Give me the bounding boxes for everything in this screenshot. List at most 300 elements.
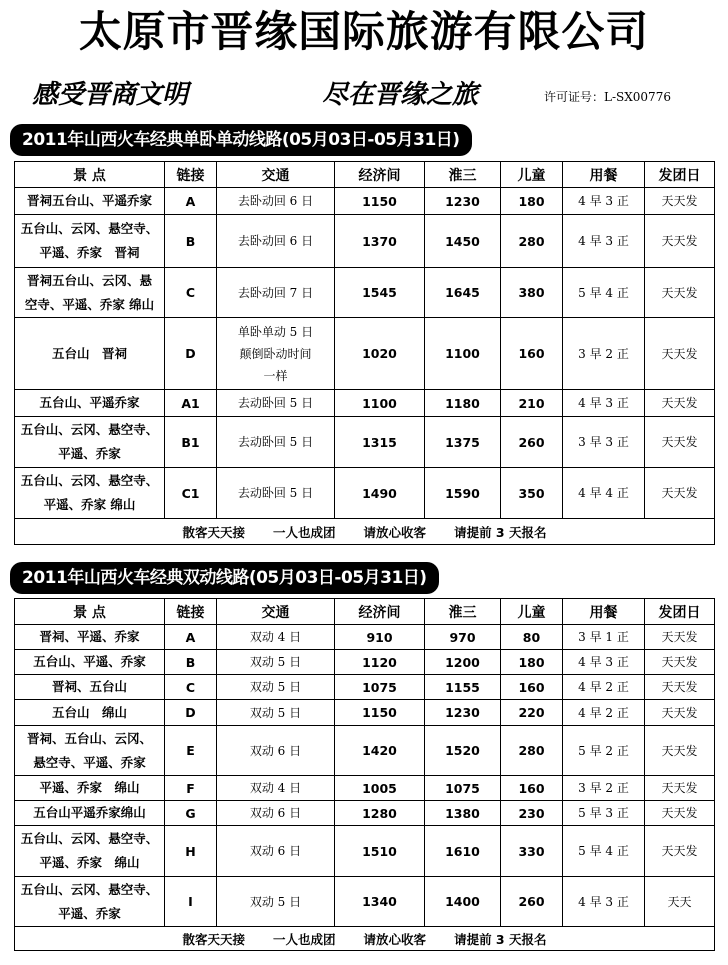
meals-cell-line: 4 早 3 正 — [578, 655, 629, 669]
departure-cell — [645, 215, 715, 268]
child-price-cell — [501, 877, 563, 927]
spots-cell-line: 五台山、云冈、悬空寺、 — [20, 221, 159, 236]
header-departure: 发团日 — [645, 599, 715, 625]
spots-cell — [15, 650, 165, 675]
table-row — [15, 726, 715, 776]
departure-cell-line: 天天发 — [661, 486, 698, 500]
meals-cell — [563, 801, 645, 826]
code-cell-line: I — [188, 894, 193, 909]
transport-cell-line: 去动卧回 5 日 — [237, 486, 314, 500]
code-cell — [165, 625, 217, 650]
transport-cell-line: 双动 6 日 — [249, 844, 302, 858]
transport-cell — [217, 417, 335, 468]
economy-price-cell-line: 1510 — [362, 843, 397, 859]
departure-cell-line: 天天发 — [661, 655, 698, 669]
meals-cell-line: 3 早 3 正 — [578, 435, 629, 449]
code-cell-line: G — [185, 805, 196, 821]
code-cell — [165, 188, 217, 215]
child-price-cell-line: 230 — [518, 805, 545, 821]
departure-cell-line: 天天发 — [661, 630, 698, 644]
standard-price-cell — [425, 468, 501, 519]
economy-price-cell — [335, 625, 425, 650]
transport-cell — [217, 650, 335, 675]
code-cell-line: C1 — [181, 485, 200, 501]
economy-price-cell-line: 1075 — [362, 679, 397, 695]
footer-note: 请提前 3 天报名 — [454, 931, 547, 947]
departure-cell — [645, 650, 715, 675]
child-price-cell — [501, 417, 563, 468]
spots-cell-line: 五台山 晋祠 — [51, 345, 127, 361]
footer-note: 请放心收客 — [363, 931, 427, 947]
section-title-single-sleeper: 2011年山西火车经典单卧单动线路(05月03日-05月31日) — [10, 124, 472, 156]
transport-cell-line: 去卧动回 6 日 — [237, 234, 314, 248]
transport-cell-line: 去动卧回 5 日 — [237, 396, 314, 410]
transport-cell — [217, 726, 335, 776]
economy-price-cell — [335, 726, 425, 776]
departure-cell-line: 天天发 — [661, 705, 698, 720]
spots-cell-line: 晋祠五台山、云冈、悬 — [26, 272, 152, 288]
transport-cell — [217, 468, 335, 519]
economy-price-cell-line: 1005 — [362, 780, 397, 796]
economy-price-cell — [335, 468, 425, 519]
child-price-cell-line: 80 — [522, 629, 541, 645]
economy-price-cell-line: 1490 — [362, 485, 397, 501]
spots-cell — [15, 390, 165, 417]
standard-price-cell-line: 1100 — [445, 346, 480, 361]
code-cell — [165, 826, 217, 877]
spots-cell-line: 五台山、平遥乔家 — [39, 395, 140, 410]
departure-cell-line: 天天发 — [661, 346, 698, 361]
meals-cell-line: 3 早 2 正 — [578, 346, 629, 361]
header-spots: 景 点 — [15, 599, 165, 625]
spots-cell — [15, 268, 165, 318]
departure-cell-line: 天天发 — [661, 806, 698, 820]
standard-price-cell-line: 1375 — [445, 434, 480, 450]
economy-price-cell-line: 1340 — [362, 894, 397, 909]
transport-cell — [217, 215, 335, 268]
spots-cell-line: 平遥、乔家 绵山 — [39, 780, 140, 795]
transport-cell-line: 颠倒卧动时间 — [239, 346, 312, 361]
departure-cell — [645, 700, 715, 726]
standard-price-cell-line: 1180 — [445, 395, 480, 411]
economy-price-cell-line: 1370 — [362, 233, 397, 249]
meals-cell — [563, 468, 645, 519]
spots-cell-line: 五台山、云冈、悬空寺、 — [20, 881, 159, 897]
meals-cell-line: 4 早 3 正 — [578, 234, 629, 248]
code-cell-line: A — [185, 193, 196, 209]
child-price-cell-line: 210 — [518, 395, 545, 411]
spots-cell — [15, 700, 165, 726]
transport-cell-line: 双动 5 日 — [249, 680, 302, 694]
transport-cell — [217, 700, 335, 726]
child-price-cell — [501, 625, 563, 650]
spots-cell-line: 平遥、乔家 — [58, 905, 121, 921]
departure-cell — [645, 801, 715, 826]
meals-cell — [563, 390, 645, 417]
departure-cell — [645, 417, 715, 468]
footer-note: 请放心收客 — [363, 524, 427, 540]
standard-price-cell — [425, 625, 501, 650]
departure-cell-line: 天天发 — [661, 234, 698, 248]
spots-cell — [15, 826, 165, 877]
child-price-cell-line: 180 — [518, 654, 545, 670]
table-row — [15, 268, 715, 318]
meals-cell — [563, 215, 645, 268]
standard-price-cell — [425, 215, 501, 268]
slogan-right: 尽在晋缘之旅 — [322, 80, 479, 110]
meals-cell — [563, 700, 645, 726]
code-cell — [165, 268, 217, 318]
economy-price-cell-line: 1420 — [362, 743, 397, 758]
transport-cell-line: 双动 6 日 — [249, 743, 302, 758]
header-spots: 景 点 — [15, 162, 165, 188]
header-meals: 用餐 — [563, 599, 645, 625]
standard-price-cell-line: 1520 — [445, 743, 480, 758]
meals-cell — [563, 417, 645, 468]
meals-cell — [563, 726, 645, 776]
standard-price-cell-line: 1230 — [445, 705, 480, 720]
departure-cell-line: 天天发 — [661, 743, 698, 758]
departure-cell-line: 天天发 — [661, 194, 698, 208]
footer-note: 散客天天接 — [182, 931, 246, 947]
departure-cell-line: 天天发 — [661, 396, 698, 410]
child-price-cell — [501, 675, 563, 700]
spots-cell-line: 五台山、云冈、悬空寺、 — [20, 473, 159, 488]
child-price-cell — [501, 801, 563, 826]
child-price-cell — [501, 268, 563, 318]
transport-cell-line: 双动 4 日 — [249, 781, 302, 795]
transport-cell — [217, 776, 335, 801]
code-cell — [165, 726, 217, 776]
license-number: 许可证号：L-SX00776 — [544, 90, 671, 104]
economy-price-cell-line: 1545 — [362, 285, 397, 300]
transport-cell — [217, 826, 335, 877]
table-row — [15, 801, 715, 826]
header-standard: 淮三 — [425, 599, 501, 625]
departure-cell-line: 天天发 — [661, 680, 698, 694]
header-departure: 发团日 — [645, 162, 715, 188]
meals-cell-line: 4 早 3 正 — [578, 194, 629, 208]
spots-cell-line: 平遥、乔家 — [58, 446, 121, 461]
economy-price-cell — [335, 268, 425, 318]
child-price-cell-line: 260 — [518, 894, 545, 909]
child-price-cell — [501, 188, 563, 215]
meals-cell-line: 4 早 3 正 — [578, 396, 629, 410]
child-price-cell-line: 160 — [518, 780, 545, 796]
child-price-cell-line: 280 — [518, 233, 545, 249]
table-row — [15, 700, 715, 726]
table-row — [15, 826, 715, 877]
spots-cell-line: 五台山、云冈、悬空寺、 — [20, 422, 159, 437]
standard-price-cell — [425, 826, 501, 877]
header-standard: 淮三 — [425, 162, 501, 188]
footer-note: 一人也成团 — [273, 931, 336, 947]
code-cell — [165, 417, 217, 468]
spots-cell — [15, 215, 165, 268]
economy-price-cell — [335, 215, 425, 268]
table-header-row — [15, 599, 715, 625]
economy-price-cell-line: 1150 — [362, 705, 397, 720]
child-price-cell-line: 330 — [518, 843, 545, 859]
departure-cell — [645, 390, 715, 417]
table-row — [15, 776, 715, 801]
meals-cell-line: 4 早 3 正 — [578, 894, 629, 909]
departure-cell — [645, 826, 715, 877]
code-cell — [165, 801, 217, 826]
footer-note: 一人也成团 — [273, 524, 336, 540]
table-row — [15, 625, 715, 650]
spots-cell-line: 平遥、乔家 晋祠 — [39, 245, 140, 260]
code-cell-line: F — [186, 780, 195, 796]
standard-price-cell-line: 1610 — [445, 843, 480, 859]
code-cell-line: D — [185, 346, 196, 361]
meals-cell — [563, 826, 645, 877]
economy-price-cell — [335, 675, 425, 700]
footer-notes — [15, 927, 715, 951]
transport-cell — [217, 268, 335, 318]
standard-price-cell-line: 1075 — [445, 780, 480, 796]
route-table-single-sleeper — [14, 161, 715, 545]
transport-cell-line: 双动 5 日 — [249, 705, 302, 720]
transport-cell-line: 去动卧回 5 日 — [237, 435, 314, 449]
child-price-cell — [501, 726, 563, 776]
header-code: 链接 — [165, 162, 217, 188]
meals-cell-line: 3 早 1 正 — [578, 630, 629, 644]
departure-cell — [645, 776, 715, 801]
child-price-cell-line: 160 — [518, 346, 545, 361]
header-meals: 用餐 — [563, 162, 645, 188]
departure-cell — [645, 188, 715, 215]
meals-cell-line: 4 早 4 正 — [578, 486, 629, 500]
departure-cell — [645, 318, 715, 390]
header-economy: 经济间 — [335, 162, 425, 188]
table-row — [15, 390, 715, 417]
departure-cell-line: 天天发 — [661, 285, 698, 300]
meals-cell — [563, 650, 645, 675]
departure-cell-line: 天天 — [667, 894, 692, 909]
child-price-cell-line: 160 — [518, 679, 545, 695]
spots-cell — [15, 801, 165, 826]
transport-cell — [217, 675, 335, 700]
standard-price-cell-line: 1450 — [445, 233, 480, 249]
header-code: 链接 — [165, 599, 217, 625]
meals-cell — [563, 776, 645, 801]
standard-price-cell — [425, 726, 501, 776]
table-row — [15, 650, 715, 675]
spots-cell — [15, 675, 165, 700]
economy-price-cell — [335, 700, 425, 726]
standard-price-cell — [425, 877, 501, 927]
child-price-cell — [501, 468, 563, 519]
standard-price-cell — [425, 268, 501, 318]
standard-price-cell-line: 1645 — [445, 285, 480, 300]
meals-cell — [563, 877, 645, 927]
standard-price-cell-line: 1200 — [445, 654, 480, 670]
meals-cell-line: 5 早 2 正 — [578, 743, 629, 758]
economy-price-cell — [335, 801, 425, 826]
spots-cell-line: 晋祠、平遥、乔家 — [39, 629, 140, 644]
footer-row — [15, 519, 715, 545]
code-cell — [165, 650, 217, 675]
economy-price-cell-line: 1280 — [362, 805, 397, 821]
code-cell — [165, 318, 217, 390]
table-row — [15, 188, 715, 215]
economy-price-cell-line: 910 — [366, 629, 393, 645]
departure-cell — [645, 726, 715, 776]
code-cell — [165, 776, 217, 801]
departure-cell-line: 天天发 — [661, 435, 698, 449]
child-price-cell — [501, 650, 563, 675]
transport-cell — [217, 625, 335, 650]
meals-cell-line: 5 早 4 正 — [578, 285, 629, 300]
departure-cell — [645, 877, 715, 927]
spots-cell-line: 晋祠、五台山 — [51, 679, 127, 694]
departure-cell — [645, 625, 715, 650]
code-cell-line: B — [185, 233, 196, 249]
child-price-cell — [501, 390, 563, 417]
child-price-cell — [501, 826, 563, 877]
table-row — [15, 417, 715, 468]
meals-cell — [563, 188, 645, 215]
standard-price-cell — [425, 390, 501, 417]
code-cell-line: C — [185, 285, 196, 300]
code-cell — [165, 215, 217, 268]
code-cell-line: H — [185, 843, 196, 859]
header-child: 儿童 — [501, 599, 563, 625]
departure-cell — [645, 468, 715, 519]
transport-cell-line: 双动 5 日 — [249, 894, 302, 909]
economy-price-cell-line: 1150 — [362, 193, 397, 209]
standard-price-cell — [425, 675, 501, 700]
meals-cell-line: 5 早 4 正 — [578, 844, 629, 858]
spots-cell — [15, 468, 165, 519]
child-price-cell — [501, 776, 563, 801]
standard-price-cell-line: 1155 — [445, 679, 480, 695]
child-price-cell-line: 380 — [518, 285, 545, 300]
code-cell-line: A1 — [181, 395, 200, 411]
child-price-cell-line: 260 — [518, 434, 545, 450]
spots-cell — [15, 318, 165, 390]
transport-cell-line: 单卧单动 5 日 — [237, 324, 314, 339]
meals-cell-line: 5 早 3 正 — [578, 806, 629, 820]
economy-price-cell — [335, 390, 425, 417]
economy-price-cell — [335, 826, 425, 877]
transport-cell-line: 去卧动回 7 日 — [237, 285, 314, 300]
header-transport: 交通 — [217, 162, 335, 188]
meals-cell-line: 4 早 2 正 — [578, 680, 629, 694]
economy-price-cell — [335, 417, 425, 468]
spots-cell-line: 平遥、乔家 绵山 — [43, 497, 136, 512]
transport-cell — [217, 188, 335, 215]
code-cell — [165, 700, 217, 726]
spots-cell — [15, 776, 165, 801]
child-price-cell — [501, 215, 563, 268]
spots-cell — [15, 188, 165, 215]
table-row — [15, 318, 715, 390]
spots-cell-line: 平遥、乔家 绵山 — [39, 855, 140, 870]
code-cell-line: D — [185, 705, 196, 720]
header-transport: 交通 — [217, 599, 335, 625]
footer-note: 请提前 3 天报名 — [454, 524, 547, 540]
code-cell-line: B — [185, 654, 196, 670]
standard-price-cell — [425, 417, 501, 468]
spots-cell-line: 悬空寺、平遥、乔家 — [33, 754, 146, 770]
child-price-cell — [501, 700, 563, 726]
transport-cell — [217, 318, 335, 390]
spots-cell-line: 晋祠、五台山、云冈、 — [26, 730, 152, 746]
standard-price-cell — [425, 318, 501, 390]
child-price-cell-line: 350 — [518, 485, 545, 501]
meals-cell — [563, 268, 645, 318]
departure-cell — [645, 675, 715, 700]
meals-cell — [563, 625, 645, 650]
standard-price-cell-line: 1400 — [445, 894, 480, 909]
spots-cell — [15, 877, 165, 927]
transport-cell-line: 去卧动回 6 日 — [237, 194, 314, 208]
meals-cell-line: 4 早 2 正 — [578, 705, 629, 720]
standard-price-cell-line: 1590 — [445, 485, 480, 501]
economy-price-cell-line: 1100 — [362, 395, 397, 411]
spots-cell-line: 五台山、平遥、乔家 — [33, 654, 146, 669]
header-child: 儿童 — [501, 162, 563, 188]
departure-cell-line: 天天发 — [661, 781, 698, 795]
spots-cell-line: 晋祠五台山、平遥乔家 — [26, 193, 152, 208]
child-price-cell-line: 220 — [518, 705, 545, 720]
economy-price-cell-line: 1315 — [362, 434, 397, 450]
economy-price-cell — [335, 877, 425, 927]
footer-notes — [15, 519, 715, 545]
transport-cell — [217, 390, 335, 417]
spots-cell — [15, 625, 165, 650]
meals-cell — [563, 675, 645, 700]
company-name: 太原市晋缘国际旅游有限公司 — [78, 7, 650, 56]
standard-price-cell — [425, 650, 501, 675]
economy-price-cell — [335, 776, 425, 801]
departure-cell — [645, 268, 715, 318]
economy-price-cell — [335, 188, 425, 215]
departure-cell-line: 天天发 — [661, 844, 698, 858]
standard-price-cell — [425, 776, 501, 801]
meals-cell-line: 3 早 2 正 — [578, 781, 629, 795]
table-row — [15, 877, 715, 927]
code-cell-line: C — [185, 679, 196, 695]
transport-cell — [217, 877, 335, 927]
transport-cell-line: 双动 4 日 — [249, 630, 302, 644]
code-cell — [165, 877, 217, 927]
code-cell — [165, 675, 217, 700]
spots-cell-line: 五台山平遥乔家绵山 — [33, 805, 146, 820]
code-cell — [165, 468, 217, 519]
footer-note: 散客天天接 — [182, 524, 246, 540]
code-cell-line: B1 — [181, 434, 200, 450]
child-price-cell-line: 280 — [518, 743, 545, 758]
code-cell — [165, 390, 217, 417]
child-price-cell-line: 180 — [518, 193, 545, 209]
meals-cell — [563, 318, 645, 390]
economy-price-cell — [335, 318, 425, 390]
transport-cell — [217, 801, 335, 826]
transport-cell-line: 双动 6 日 — [249, 806, 302, 820]
slogan-left: 感受晋商文明 — [32, 80, 189, 110]
transport-cell-line: 一样 — [263, 368, 288, 383]
standard-price-cell — [425, 188, 501, 215]
transport-cell-line: 双动 5 日 — [249, 655, 302, 669]
table-header-row — [15, 162, 715, 188]
child-price-cell — [501, 318, 563, 390]
standard-price-cell-line: 1380 — [445, 805, 480, 821]
header-economy: 经济间 — [335, 599, 425, 625]
spots-cell-line: 五台山、云冈、悬空寺、 — [20, 831, 159, 846]
